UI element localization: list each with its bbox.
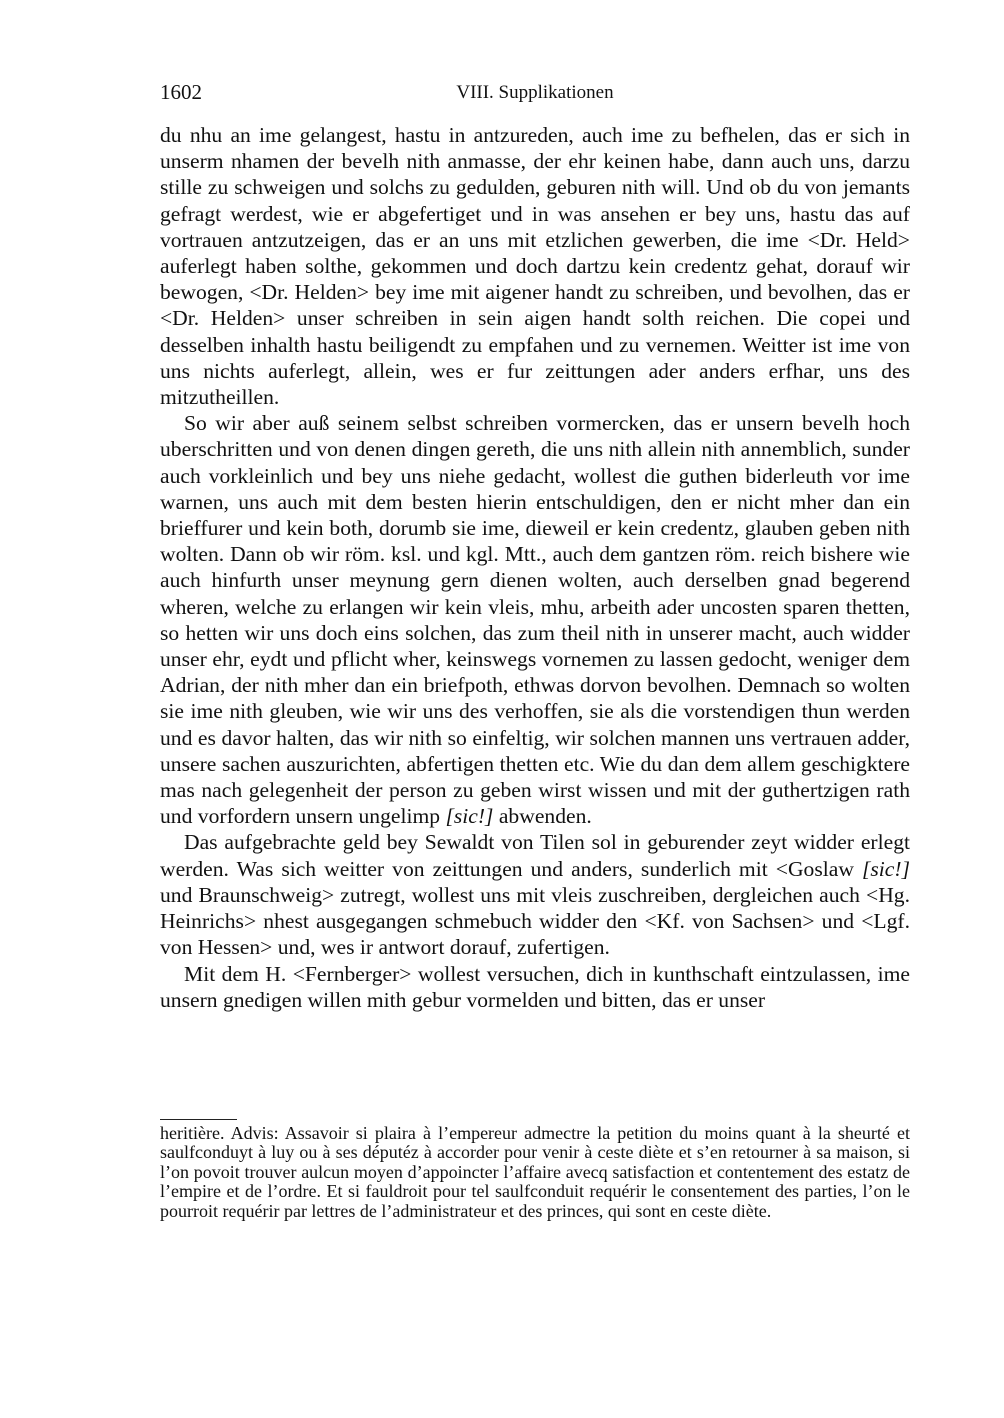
page-header <box>160 80 910 106</box>
paragraph-text: Das aufgebrachte geld bey Sewaldt von Tilen sol in geburender zeyt widder erlegt werden. Was sich weitter von zeittungen und anders, sunderlich mit <Goslaw <box>160 830 910 881</box>
paragraph-text: und Braunschweig> zutregt, wollest uns mit vleis zuschreiben, dergleichen auch <Hg. Heinrichs> nhest ausgegangen schmebuch widder den <Kf. von Sachsen> und <Lgf. von Hessen> und, wes ir antwort dorauf, zufertigen. <box>160 882 910 960</box>
paragraph-text: abwenden. <box>493 804 592 829</box>
paragraph-4 <box>160 961 910 1013</box>
paragraph-text: Mit dem H. <Fernberger> wollest versuchen, dich in kunthschaft eintzulassen, ime unsern gnedigen willen mith gebur vormelden und bitten, das er unser <box>160 961 910 1012</box>
sic-annotation: [sic!] <box>862 856 910 881</box>
footnote-text: heritière. Advis: Assavoir si plaira à l’empereur admectre la petition du moins quant à la sheurté et saulfconduyt à luy ou à ses députéz à accorder pour venir à ceste diète et s’en retourner à sa maison, si l’on povoit trouver aulcun moyen d’appoincter l’affaire avecq satisfaction et contentement des estatz de l’empire et de l’ordre. Et si fauldroit pour tel saulfconduit requérir le consentement des parties, l’on le pourroit requérir par lettres de l’administrateur et des princes, qui sont en ceste diète. <box>160 1123 910 1221</box>
paragraph-text: So wir aber auß seinem selbst schreiben vormercken, das er unsern bevelh hoch uberschritten und von denen dingen gereth, die uns nith allein nith annemblich, sunder auch vorkleinlich und bey uns niehe gedacht, wollest die guthen biderleuth vor ime warnen, uns auch mit dem besten hierin entschuldigen, den er nicht mher dan ein brieffurer und kein both, dorumb sie ime, dieweil er kein credentz, glauben geben nith wolten. Dann ob wir röm. ksl. und kgl. Mtt., auch dem gantzen röm. reich bishere wie auch hinfurth unser meynung gern dienen wolten, auch derselben gnad begerend wheren, welche zu erlangen wir kein vleis, mhu, arbeith ader uncosten sparen thetten, so hetten wir uns doch eins solchen, das zum theil nith in unserer macht, auch widder unser ehr, eydt und pflicht wher, keinswegs vornemen zu lassen gedocht, weniger dem Adrian, der nith mher dan ein briefpoth, ethwas dorvon bevolhen. Demnach so wolten sie ime nith gleuben, wie wir uns des verhoffen, sie als die vorstendigen thun werden und es davor halten, das wir nith so einfeltig, wir solchen mannen uns vertrauen adder, unsere sachen auszurichten, abfertigen thetten etc. Wie du dan dem allem geschigktere mas nach gelegenheit der person zu geben wirst wissen und mit der guthertzigen rath und vorfordern unsern ungelimp <box>160 411 910 829</box>
paragraph-2 <box>160 410 910 829</box>
footnote-separator <box>160 1119 237 1120</box>
footnote <box>160 1124 910 1221</box>
sic-annotation: [sic!] <box>445 804 494 829</box>
paragraph-3 <box>160 829 910 960</box>
main-text <box>160 122 910 1013</box>
paragraph-text: du nhu an ime gelangest, hastu in antzureden, auch ime zu befhelen, das er sich in unserm nhamen der bevelh nith anmasse, der ehr keinen habe, dann auch uns, darzu stille zu schweigen und solchs zu gedulden, geburen nith will. Und ob du von jemants gefragt werdest, wie er abgefertiget und in was ansehen er bey uns, hastu das auf vortrauen antzutzeigen, das er an uns mit etzlichen gewerben, die ime <Dr. Held> auferlegt haben solthe, gekommen und doch dartzu kein credentz gehat, dorauf wir bewogen, <Dr. Helden> bey ime mit aigener handt zu schreiben, und bevolhen, das er <Dr. Helden> unser schreiben in sein aigen handt solth reichen. Die copei und desselben inhalth hastu beiligendt zu empfahen und zu vernemen. Weitter ist ime von uns nichts auferlegt, allein, wes er fur zeittungen ader anders erfhar, uns des mitzutheillen. <box>160 123 910 410</box>
running-title: VIII. Supplikationen <box>456 82 614 103</box>
paragraph-1 <box>160 122 910 410</box>
page-number: 1602 <box>160 80 202 104</box>
